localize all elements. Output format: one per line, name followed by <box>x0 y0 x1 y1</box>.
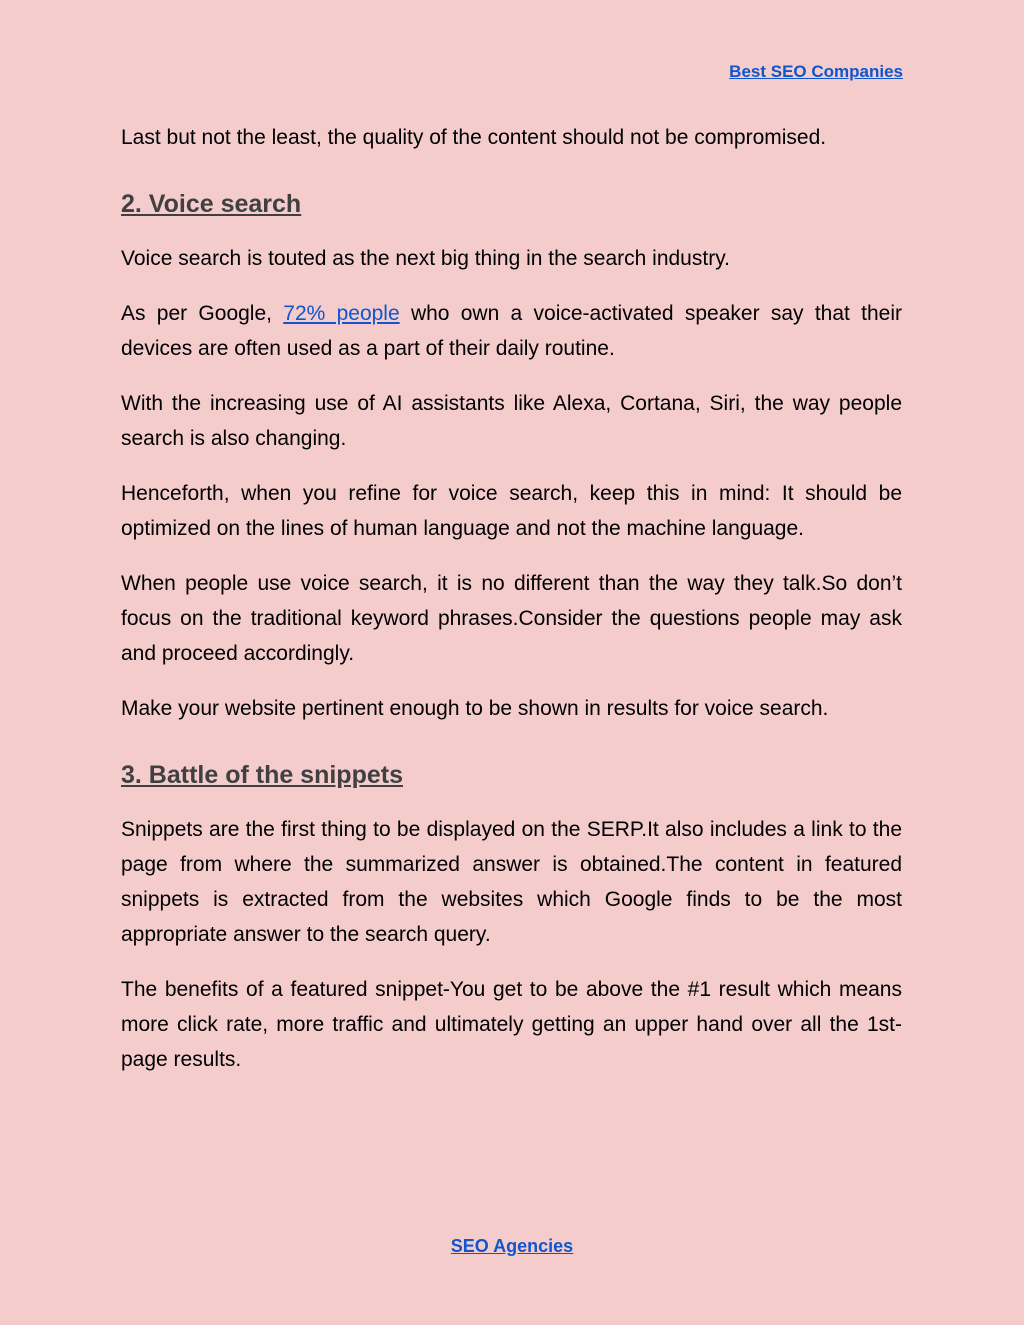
footer-link-seo-agencies[interactable]: SEO Agencies <box>450 1236 574 1256</box>
heading-battle-of-snippets: 3. Battle of the snippets <box>121 761 403 789</box>
header-link-best-seo-companies[interactable]: Best SEO Companies <box>729 62 903 81</box>
document-body <box>121 120 902 1097</box>
voice-p2-text-before: As per Google, <box>121 302 284 325</box>
snippets-paragraph-1: Snippets are the first thing to be displayed on the SERP.It also includes a link to the page from where the summarized answer is obtained.The content in featured snippets is extracted from the websites which Google finds to be the most appropriate answer to the search query. <box>121 818 902 946</box>
voice-p2-text-after: who own a voice-activated speaker say that their devices are often used as a part of their daily routine. <box>121 302 902 360</box>
voice-paragraph-2 <box>121 296 902 366</box>
intro-paragraph: Last but not the least, the quality of the content should not be compromised. <box>121 126 827 149</box>
heading-voice-search: 2. Voice search <box>121 190 302 218</box>
voice-paragraph-3: With the increasing use of AI assistants like Alexa, Cortana, Siri, the way people search is also changing. <box>121 392 902 450</box>
voice-paragraph-5: When people use voice search, it is no different than the way they talk.So don’t focus on the traditional keyword phrases.Consider the questions people may ask and proceed accordingly. <box>121 572 902 665</box>
voice-paragraph-6: Make your website pertinent enough to be shown in results for voice search. <box>121 697 829 720</box>
footer <box>0 1236 1024 1257</box>
voice-paragraph-4: Henceforth, when you refine for voice search, keep this in mind: It should be optimized on the lines of human language and not the machine language. <box>121 482 902 540</box>
voice-paragraph-1: Voice search is touted as the next big thing in the search industry. <box>121 247 730 270</box>
snippets-paragraph-2: The benefits of a featured snippet-You get to be above the #1 result which means more click rate, more traffic and ultimately getting an upper hand over all the 1st-page results. <box>121 978 902 1071</box>
link-72-percent-people[interactable]: 72% people <box>283 302 400 325</box>
